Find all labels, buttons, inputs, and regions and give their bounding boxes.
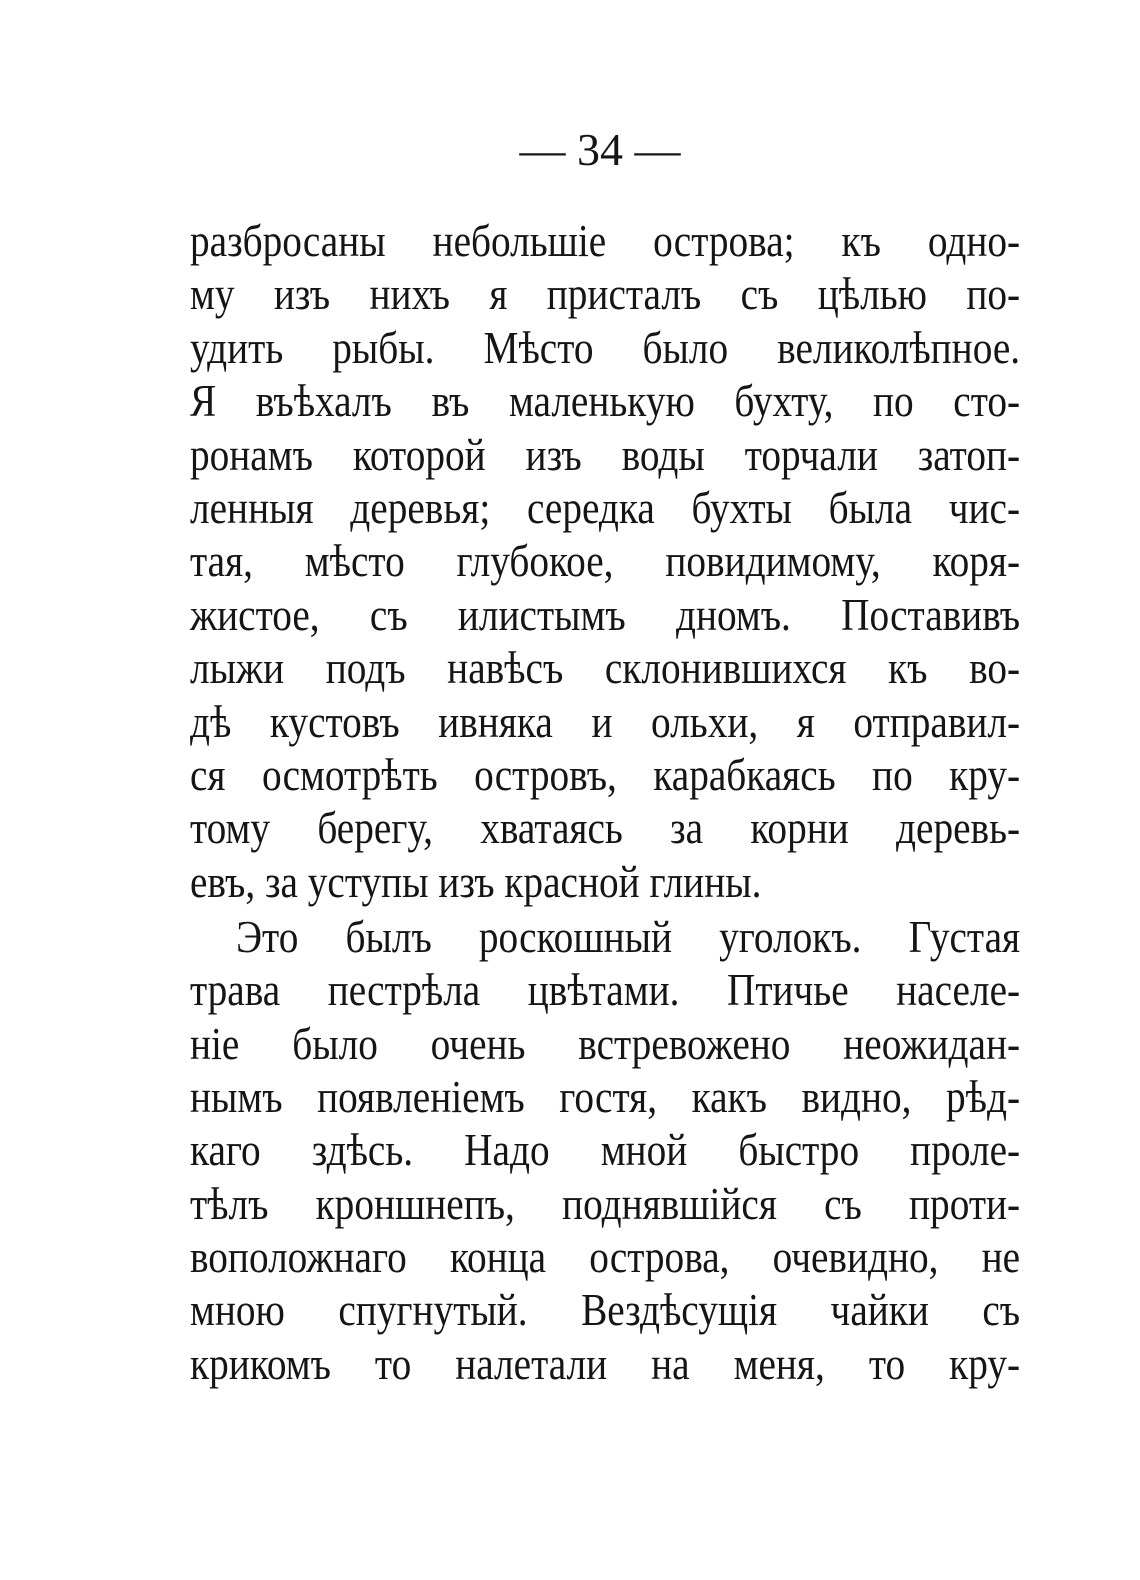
text-line: тая, мѣсто глубокое, повидимому, коря-: [190, 535, 1021, 586]
text-line: евъ, за уступы изъ красной глины.: [190, 856, 762, 907]
text-line: разбросаны небольшіе острова; къ одно-: [190, 215, 1021, 266]
text-line: мною спугнутый. Вездѣсущія чайки съ: [190, 1284, 1021, 1335]
text-line: ніе было очень встревожено неожидан-: [190, 1018, 1021, 1069]
body-text: [190, 0, 1020, 1580]
text-line: крикомъ то налетали на меня, то кру-: [190, 1338, 1021, 1389]
text-line: жистое, съ илистымъ дномъ. Поставивъ: [190, 589, 1021, 640]
text-line: дѣ кустовъ ивняка и ольхи, я отправил-: [190, 696, 1021, 747]
text-line: тому берегу, хватаясь за корни деревь-: [190, 802, 1021, 853]
text-line: ронамъ которой изъ воды торчали затоп-: [190, 429, 1021, 480]
text-line: Это былъ роскошный уголокъ. Густая: [236, 911, 1021, 962]
text-line: му изъ нихъ я присталъ съ цѣлью по-: [190, 268, 1021, 319]
text-line: тѣлъ кроншнепъ, поднявшійся съ проти-: [190, 1178, 1021, 1229]
text-line: Я въѣхалъ въ маленькую бухту, по сто-: [190, 375, 1021, 426]
text-line: ленныя деревья; середка бухты была чис-: [190, 482, 1021, 533]
text-line: нымъ появленіемъ гостя, какъ видно, рѣд-: [190, 1071, 1021, 1122]
text-line: удить рыбы. Мѣсто было великолѣпное.: [190, 322, 1021, 373]
text-line: каго здѣсь. Надо мной быстро проле-: [190, 1124, 1021, 1175]
text-line: лыжи подъ навѣсъ склонившихся къ во-: [190, 642, 1021, 693]
page-number: — 34 —: [519, 124, 681, 175]
text-line: ся осмотрѣть островъ, карабкаясь по кру-: [190, 749, 1021, 800]
text-line: трава пестрѣла цвѣтами. Птичье населе-: [190, 964, 1021, 1015]
text-line: воположнаго конца острова, очевидно, не: [190, 1231, 1021, 1282]
